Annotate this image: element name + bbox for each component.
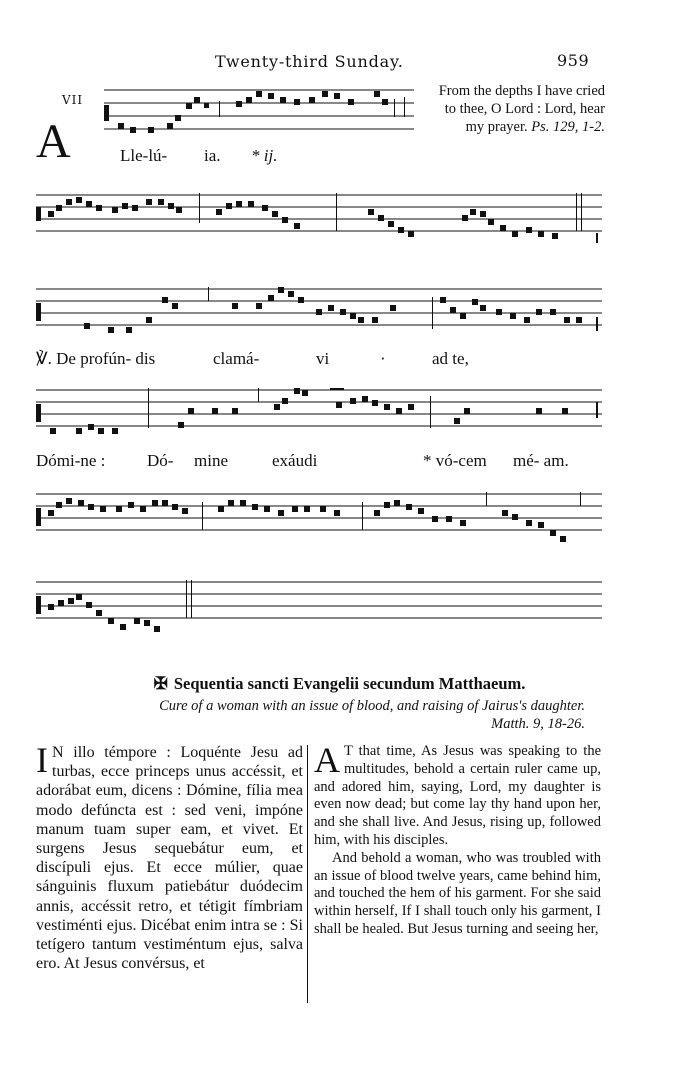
neume-group	[36, 193, 598, 243]
lyric-syllable: * vó-cem	[423, 451, 487, 470]
chant-staff-1	[104, 87, 414, 137]
lyric-syllable: mé- am.	[513, 451, 569, 470]
lyric-syllable: ia.	[204, 146, 221, 165]
psalm-reference: Ps. 129, 1-2.	[531, 119, 605, 135]
gospel-heading-text: Sequentia sancti Evangelii secundum Matthaeum.	[173, 674, 526, 693]
lyric-verse-9	[272, 451, 317, 471]
english-column	[314, 740, 601, 939]
lyric-syllable: exáudi	[272, 451, 318, 470]
lyric-verse-10	[423, 451, 487, 471]
chant-staff-2	[36, 193, 602, 243]
neume-group	[36, 492, 581, 542]
lyric-syllable: clamá-	[213, 349, 260, 368]
page-number: 959	[557, 51, 590, 70]
lyric-alleluia	[120, 146, 167, 166]
lyric-verse-2	[213, 349, 259, 369]
chant-mode: VII	[62, 93, 84, 107]
chant-staff-3	[36, 287, 602, 337]
lyric-verse-5	[432, 349, 469, 369]
translation-text: From the depths I have cried to thee, O Lord : Lord, hear my prayer.	[438, 83, 605, 135]
lyric-verse-4	[380, 349, 386, 369]
lyric-alleluia-ia	[204, 146, 221, 166]
gospel-subtitle-text: Cure of a woman with an issue of blood, and raising of Jairus's daughter.	[159, 698, 585, 714]
latin-text: N illo témpore : Loquénte Jesu ad turbas, ecce princeps unus accéssit, et adorábat eum, dicens : Dómine, fília mea modo defúncta est : sed veni, impóne manum tuam super eam, et vivet. Et surgens Jesus sequebátur eum, et discípuli ejus. Et ecce múlier, quae sánguinis fluxum patiebátur duódecim annis, accéssit retro, et tétigit fímbriam vestiménti ejus. Dicébat enim intra se : Si tetígero tantum vestiméntum ejus, salva ero. At Jesus convérsus, et	[36, 744, 303, 973]
lyric-verse-1	[36, 349, 155, 369]
chant-staff-5	[36, 492, 602, 548]
chant-staff-6	[36, 580, 602, 640]
lyric-verse-7	[147, 451, 173, 471]
gospel-heading	[0, 674, 679, 694]
lyric-syllable: mine	[194, 451, 228, 470]
chant-staff-4	[36, 388, 602, 438]
neume-group	[36, 287, 598, 333]
lyric-repeat	[251, 146, 277, 166]
latin-column	[36, 740, 303, 973]
lyric-syllable: Dó-	[147, 451, 174, 470]
lyric-syllable: vi	[316, 349, 330, 368]
page-header-title: Twenty-third Sunday.	[215, 52, 404, 71]
alleluia-translation	[425, 82, 605, 136]
latin-drop-cap: I	[36, 740, 48, 780]
lyric-verse-11	[513, 451, 569, 471]
column-divider	[307, 745, 308, 1003]
lyric-syllable: * ij.	[251, 146, 278, 165]
drop-cap-initial: A	[36, 115, 71, 168]
lyric-verse-6	[36, 451, 105, 471]
english-paragraph-2: And behold a woman, who was troubled with an issue of blood twelve years, came behind him, and touched the hem of his garment. For she said within herself, If I shall touch only his garment, I shall be healed. But Jesus turning and seeing her,	[314, 849, 601, 937]
neume-group	[36, 388, 598, 434]
gospel-reference: Matth. 9, 18-26.	[491, 716, 585, 732]
english-drop-cap: A	[314, 740, 340, 780]
lyric-verse-3	[316, 349, 329, 369]
lyric-syllable: Lle-lú-	[120, 146, 168, 165]
lyric-syllable: Dómi-ne :	[36, 451, 106, 470]
lyric-syllable: ad te,	[432, 349, 469, 368]
lyric-syllable: ℣. De profún- dis	[36, 349, 156, 368]
english-paragraph-1: T that time, As Jesus was speaking to the multitudes, behold a certain ruler came up, and adored him, saying, Lord, my daughter is even now dead; but come lay thy hand upon her, and she shall live. And Jesus, rising up, followed him, with his disciples.	[314, 743, 601, 848]
gospel-subtitle	[40, 697, 585, 733]
cross-icon: ✠	[153, 674, 168, 693]
neume-group	[104, 91, 405, 133]
lyric-verse-8	[194, 451, 228, 471]
lyric-syllable: ·	[380, 349, 386, 368]
